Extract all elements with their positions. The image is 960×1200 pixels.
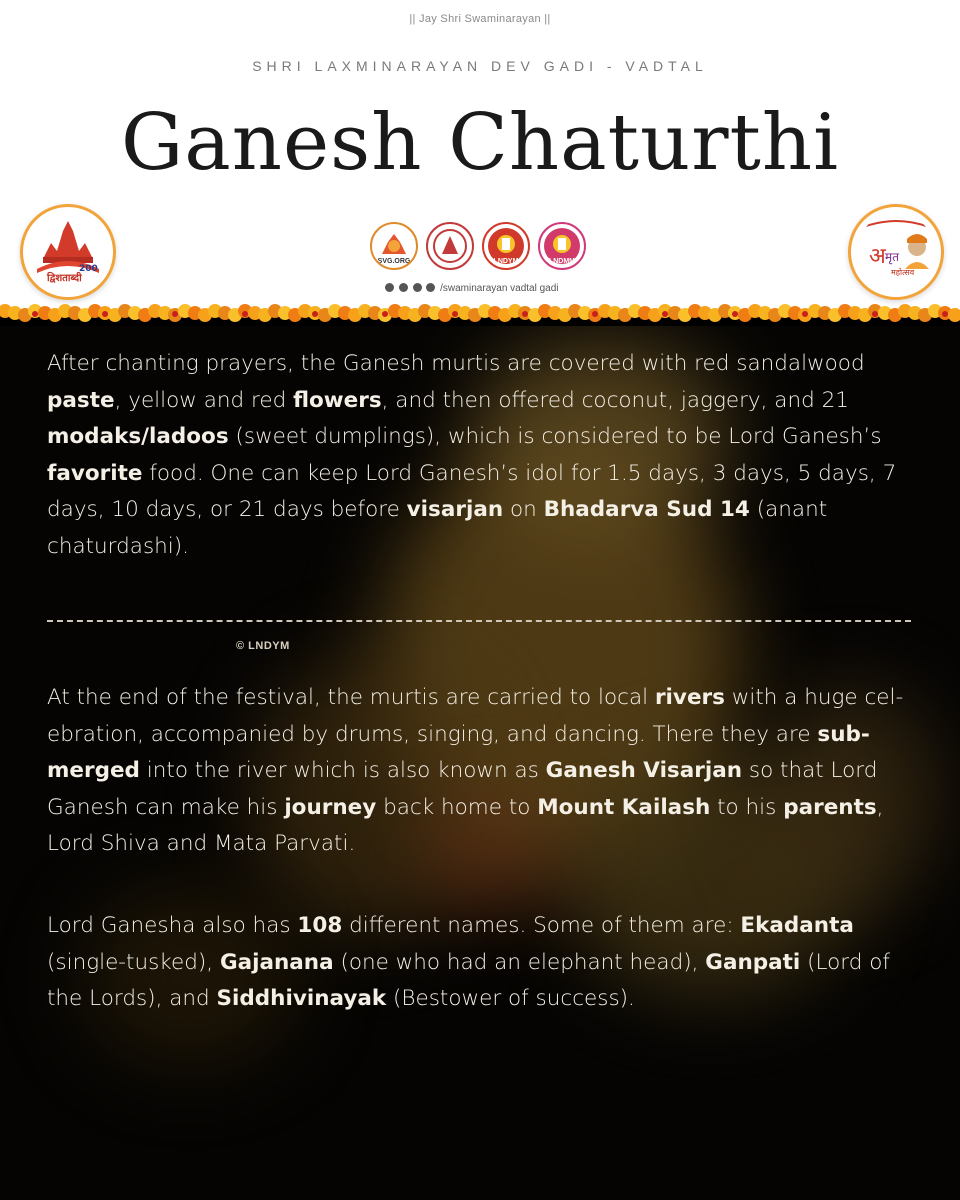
paragraph-names: Lord Ganesha also has 108 different names. Some of them are: Ekadanta (single-tusked), Gajanana (one who had an elephant head), Ganpati (Lord of the Lords), and Siddhivinayak (Bestower of success). [47, 913, 890, 1011]
red-flower [312, 311, 318, 317]
marigold-garland [0, 300, 960, 326]
partner-logos [370, 222, 590, 272]
page-title: Ganesh Chaturthi [120, 98, 840, 188]
red-flower [172, 311, 178, 317]
dvishatabdi-mahotsav-logo [20, 204, 116, 300]
svg-text:अ: अ [869, 244, 886, 269]
youtube-icon[interactable] [385, 283, 394, 292]
red-flower [32, 311, 38, 317]
svg-text:200: 200 [79, 264, 98, 274]
saint-portrait-icon [857, 213, 935, 291]
red-flower [802, 311, 808, 317]
dashed-divider [47, 620, 911, 622]
amrut-mahotsav-logo [848, 204, 944, 300]
red-flower [382, 311, 388, 317]
red-flower [242, 311, 248, 317]
temple-seal-logo [426, 222, 474, 270]
red-flower [522, 311, 528, 317]
lndym-logo: LNDYM [482, 222, 530, 270]
svg-text:द्विशताब्दी: द्विशताब्दी [47, 273, 82, 284]
svg-text:महोत्सव: महोत्सव [891, 268, 915, 277]
red-flower [732, 311, 738, 317]
red-flower [662, 311, 668, 317]
red-flower [592, 311, 598, 317]
red-flower [872, 311, 878, 317]
tagline: || Jay Shri Swaminarayan || [409, 13, 551, 25]
red-flower [102, 311, 108, 317]
svg-text:मृत: मृत [885, 250, 900, 264]
red-flower [942, 311, 948, 317]
paragraph-puja: After chanting prayers, the Ganesh murtis are covered with red sandalwood paste, yellow and red flowers, and then offered coconut, jaggery, and 21 modaks/ladoos (sweet dumplings), which is considered to be Lord Ganesh’s favorite food. One can keep Lord Ganesh’s idol for 1.5 days, 3 days, 5 days, 7 days, 10 days, or 21 days before visarjan on Bhadarva Sud 14 (anant chaturdashi). [47, 351, 897, 559]
red-flower [452, 311, 458, 317]
svg-org-logo: SVG.ORG [370, 222, 418, 270]
temple-icon [29, 213, 107, 291]
lndmm-logo: LNDMM [538, 222, 586, 270]
social-links [385, 283, 559, 294]
organization-name: SHRI LAXMINARAYAN DEV GADI - VADTAL [252, 58, 708, 74]
instagram-icon[interactable] [426, 283, 435, 292]
twitter-icon[interactable] [413, 283, 422, 292]
social-handle: /swaminarayan vadtal gadi [440, 283, 559, 294]
facebook-icon[interactable] [399, 283, 408, 292]
paragraph-visarjan: At the end of the festival, the murtis are carried to local rivers with a huge cel-ebration, accompanied by drums, singing, and dancing. There they are sub-merged into the river which is also known as Ganesh Visarjan so that Lord Ganesh can make his journey back home to Mount Kailash to his parents, Lord Shiva and Mata Parvati. [47, 685, 904, 856]
header [0, 0, 960, 312]
copyright-watermark: © LNDYM [236, 640, 290, 652]
